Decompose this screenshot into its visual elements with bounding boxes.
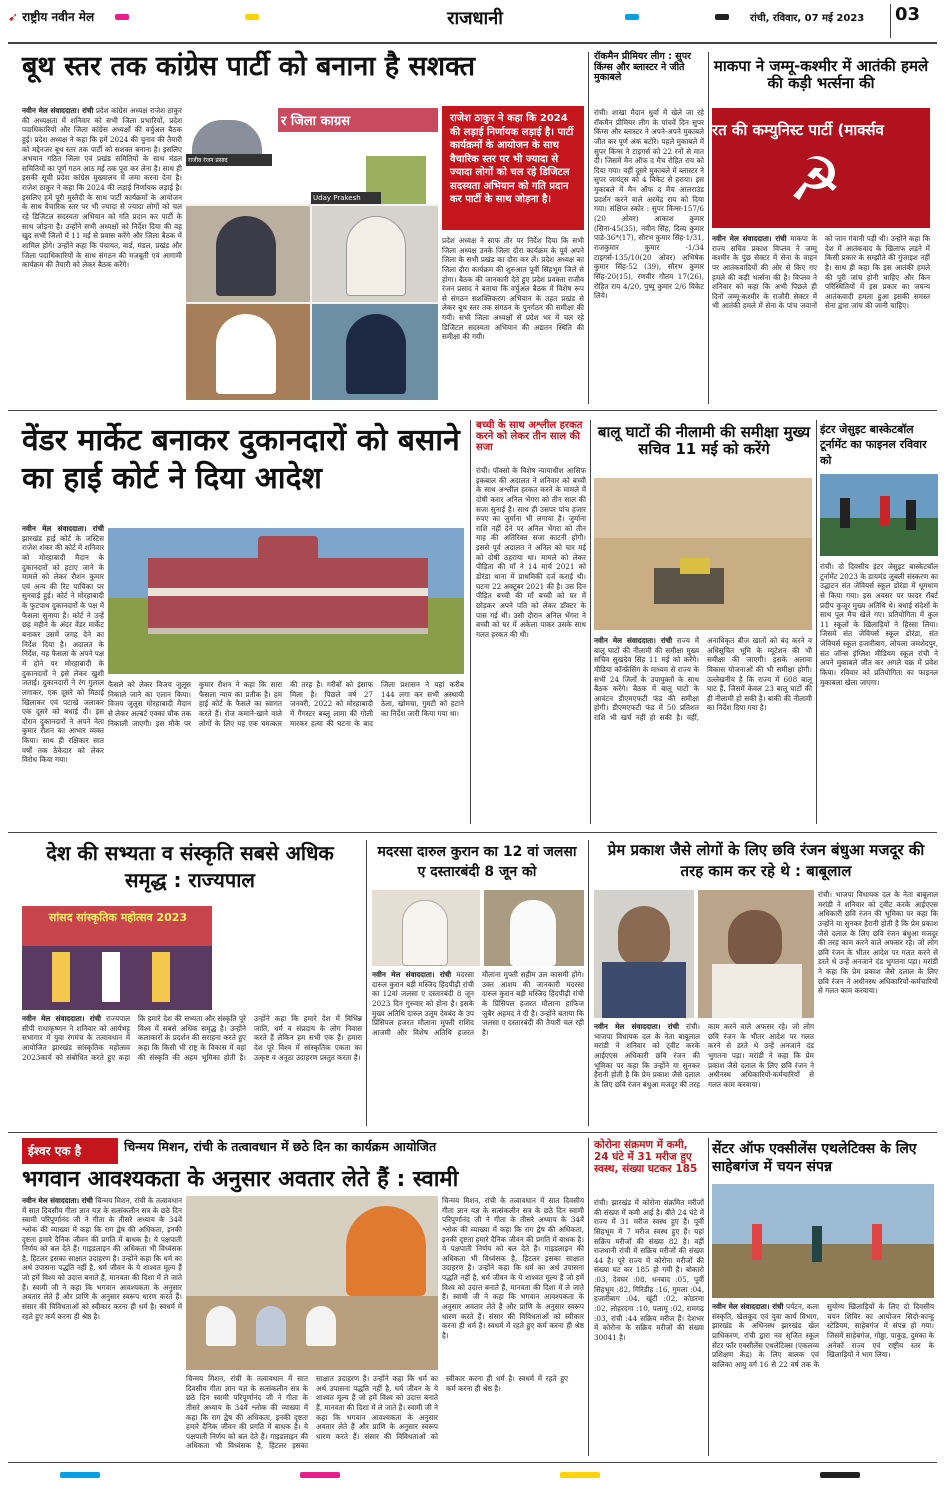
color-bar-icon: [115, 14, 129, 20]
story10-body: [594, 1022, 814, 1126]
story9-text: मदरसा दारुल कुरान बड़ी मस्जिद हिंदपीढ़ी रांची का 12वां जलसा ए दस्तारबंदी 8 जून 2023 दिन गुरुवार को होना है। इसके मुख्य अतिथि दारुल उलूम देवबंद के उप प्रिंसिपल हजरत मौलाना मुफ्ती राशिद आजमी और विशेष अतिथि हजरत मौलाना मुफ्ती सहीम उल कासमी होंगे। उक्त आशय की जानकारी मदरसा दारुल कुरान बड़ी मस्जिद हिंदपीढ़ी रांची के प्रिंसिपल हजरत मौलाना हाफिज जुबैर अहमद ने दी है। उन्होंने बताया कि जलसा ए दस्तारबंदी की तैयारी चल रही है।: [372, 970, 584, 1037]
story6-headline: बालू घाटों की नीलामी की समीक्षा मुख्य सचिव 11 मई को करेंगे: [597, 423, 811, 458]
story9-byline: नवीन मेल संवाददाता। रांची: [372, 970, 452, 979]
story11-byline: नवीन मेल संवाददाता। रांची: [22, 1196, 93, 1205]
story13-byline: नवीन मेल संवाददाता। रांची: [712, 1302, 784, 1311]
section-title: राजधानी: [447, 8, 503, 29]
color-bar-icon: [300, 1472, 340, 1478]
story11-gathering-photo: [186, 1196, 438, 1370]
story12-body: रांची। झारखंड में कोरोना संक्रमित मरीजों की संख्या में कमी आई है। बीते 24 घंटे में राज्य में 31 मरीज स्वस्थ हुए हैं। पूर्वी सिंहभूम में 7 मरीज स्वस्थ हुए हैं। यहां सक्रिय मरीजों की संख्या 82 है। वहीं राजधानी रांची में सक्रिय मरीजों की संख्या 44 है। पूरे राज्य में कोरोना मरीजों की संख्या घट कर 185 हो गयी है। बोकारो :03, देवघर :08, धनबाद :05, पूर्वी सिंहभूम :82, गिरिडीह :16, गुमला :04, हजारीबाग :04, खूंटी :02, कोडरमा :02, लोहरदगा :10, पलामू :02, रामगढ़ :03, रांची :44 सक्रिय मरीज हैं। देशभर में कोरोना के सक्रिय मरीजों की संख्या 30041 है।: [594, 1198, 704, 1342]
story6-body: [594, 636, 812, 824]
story4-body: [22, 524, 104, 824]
masthead-logo: [8, 8, 94, 25]
story9-body: [372, 970, 584, 1126]
story3-text: माकपा के राज्य सचिव प्रकाश विप्लव ने जम्मू कश्मीर के पुंछ सेक्टर में सेना के वाहन पर आतंकवादियों की ओर से किए गए हमले की कड़ी भर्त्सना की है। विप्लव ने शनिवार को कहा कि अभी पिछले ही दिनों जम्मू-कश्मीर के राजौरी सेक्टर में भी आतंकी हमले में सेना के पांच जवानों को जान गंवानी पड़ी थी। उन्होंने कहा कि देश में आतंकवाद के खिलाफ लड़ने में किसी प्रकार के सम्झौते की गुंजाइश नहीं है। साथ ही कहा कि इस आतंकी हमले की पूरी जांच होनी चाहिए और किन परिस्थितियों में इस प्रकार का जघन्य आतंकवादी हमला हुआ इसकी समस्त सेना द्वारा जांच की जानी चाहिए।: [712, 234, 930, 311]
story8-text: राज्यपाल सीपी राधाकृष्णन ने शनिवार को आर्यभट्ट सभागार में युवा रंगमंच के तत्वावधान में आयोजित झारखंड सांस्कृतिक महोत्सव 2023कार्य को संबोधित करते हुए कहा कि हमारे देश की सभ्यता और संस्कृति पूरे विश्व में सबसे अधिक समृद्ध है। उन्होंने कलाकारों के प्रदर्शन की सराहना करते हुए कहा कि किसी भी राष्ट्र के विकास में वहां की संस्कृति की अहम भूमिका होती है। उन्होंने कहा कि हमारे देश में विभिन्न जाति, धर्म व संप्रदाय के लोग निवास करते हैं लेकिन हम सभी एक हैं। हमारा देश पूरे विश्व में सांस्कृतिक एकता का उत्कृष्ट व अनूठा उदाहरण प्रस्तुत करता है।: [22, 1014, 362, 1062]
story13-athletics-photo: [712, 1184, 934, 1298]
story1-screen-name1: राजीव रंजन प्रसाद: [186, 154, 272, 166]
story8-body: [22, 1014, 362, 1126]
story1-headline: बूथ स्तर तक कांग्रेस पार्टी को बनाना है सशक्त: [22, 51, 475, 82]
story13-body: [712, 1302, 934, 1456]
story10-text: रांची। भाजपा विधायक दल के नेता बाबूलाल मरांडी ने शनिवार को ट्वीट करके आईएएस अधिकारी छवि रंजन की भूमिका पर कहा कि उन्होंने या सुनकर हैरानी होती है कि प्रेम प्रकाश जैसे दलाल के लिए छवि रंजन बंधुआ मजदूर की तरह काम करने वाले अफसर रहे। जो लोग छवि रंजन के भीतर आदेश पर गलत करने से डरते थे उन्हें अनजाने दंड भुगतना पड़ा। मरांडी ने कहा कि प्रेम प्रकाश जैसे दलाल के लिए छवि रंजन ने अधीनस्थ अधिकारियों-कर्मचारियों से गलत काम करवाया।: [594, 1022, 814, 1089]
hammer-sickle-icon: ☭: [788, 145, 842, 215]
story6-text: राज्य में बालू घाटों की नीलामी की समीक्षा मुख्य सचिव सुखदेव सिंह 11 मई को करेंगे। मीडिया कॉन्फ्रेंसिंग के माध्यम से राज्य के सभी 24 जिलों के उपायुक्तों के साथ बैठक करेंगे। बैठक में बालू घाटों के आवंटन डीएमएफटी फंड की समीक्षा होगी। डीएमएफटी फंड में 50 प्रतिशत राशि भी खर्च नहीं हो सकी है। वहीं, अनाधिकृत बीज खातों को बंद करने व अधिसूचित भूमि के म्यूटेशन की भी समीक्षा की जाएगी। इसके अलावा विकास योजनाओं की भी समीक्षा होगी। उल्लेखनीय है कि राज्य में 608 बालू घाट हैं, जिसमें केवल 23 बालू घाटों की ही नीलामी हो सकी है। बाकी की नीलामी का निर्देश दिया गया है।: [594, 636, 812, 723]
story13-headline: सेंटर ऑफ एक्सीलेंस एथलेटिक्स के लिए साहेबगंज में चयन संपन्न: [712, 1141, 917, 1176]
story10-headline: प्रेम प्रकाश जैसे लोगों के लिए छवि रंजन बंधुआ मजदूर की तरह काम कर रहे थे : बाबूलाल: [607, 841, 925, 880]
story4-headline: वेंडर मार्केट बनाकर दुकानदारों को बसाने का हाई कोर्ट ने दिया आदेश: [22, 423, 460, 496]
story3-body: [712, 234, 930, 404]
story11-subhead: चिन्मय मिशन, रांची के तत्वावधान में छठे दिन का कार्यक्रम आयोजित: [124, 1139, 437, 1154]
story10-body2: [818, 890, 938, 1126]
story8-banner-text: सांसद सांस्कृतिक महोत्सव 2023: [48, 911, 188, 924]
story3-headline: माकपा ने जम्मू-कश्मीर में आतंकी हमले की कड़ी भर्त्सना की: [713, 57, 929, 92]
story2-body: रांची। शाखा मैदान धुर्वा में खेले जा रहे रॉकमैन प्रीमियर लीग के पांचवें दिन सुपर किंग्स और ब्लास्टर ने अपने-अपने मुकाबले जीत कर पूर्ण अंक बटोरे। पहले मुकाबले में सुपर किंग्स ने टाइगर्स को 22 रनों से मात दी। जिसमें मैन ऑफ द मैच रोहित राय को दिया गया। वहीं दूसरे मुकाबले में ब्लास्टर ने सुपर जायंट्स को 4 विकेट से हराया। इस मुकाबले में मैन ऑफ द मैच आलराउंड प्रदर्शन करने वाले अरमेंद्र राय को दिया गया। संक्षिप्त स्कोर : सुपर किंग्स-157/6 (20 ओवर) आकाश कुमार (सिना-45(35), नवीन सिंह, दिव्य कुमार पाडे-36*(17), सौरभ कुमार सिंह-1/31, राजकुमार कुमार -1/34 टाइगर्स-135/10(20 ओवर) अभिषेक कुमार सिंह-52 (39), सौरभ कुमार सिंह-20(15), रणवीर गौतम 17(26), रोहित राय 4/20, पुष्पू कुमार 2/6 विकेट लिये।: [594, 108, 704, 301]
bird-icon: ➹: [8, 10, 19, 24]
story1-byline: नवीन मेल संवाददाता। रांची: [22, 106, 94, 115]
color-bar-icon: [625, 14, 639, 20]
page-number: 03: [895, 4, 921, 25]
story8-festival-photo: [22, 906, 212, 1010]
story3-banner-photo: [712, 108, 930, 228]
story4-byline: नवीन मेल संवाददाता। रांची: [22, 524, 104, 533]
story7-basketball-photo: [820, 474, 938, 556]
story3-byline: नवीन मेल संवाददाता। रांची: [712, 234, 787, 243]
story8-byline: नवीन मेल संवाददाता। रांची: [22, 1014, 102, 1023]
story2-headline: रॉकमैन प्रीमियर लीग : सुपर किंग्स और ब्लास्टर ने जीते मुकाबले: [594, 51, 691, 84]
story4-text: झारखंड हाई कोर्ट के जस्टिस राजेश शंकर की कोर्ट में शनिवार को मोरहाबादी मैदान के दुकानदारों को हटाए जाने के मामले को लेकर रौशन कुमार एवं अन्य की रिट याचिका पर सुनवाई हुई। कोर्ट ने मोरहाबादी के फुटपाथ दुकानदारों के पक्ष में फैसला सुनाया है। कोर्ट ने उन्हें छह महीने के अंदर वेंडर मार्केट बनाकर उसमें जगह देने का निर्देश दिया है। अदालत के निर्देश, यह फैसला के अपने पक्ष में होने पर मोरहाबादी के दुकानदारों ने इसे लेकर खुशी जताई। दुकानदारों ने रंग गुलाल लगाकर, एक दूसरे को मिठाई खिलाकर एवं पटाखे जलाकर एक दूसरे को बधाई दी। इस दौरान दुकानदारों ने अपने नेता कुमार रौशन का आभार व्यक्त किया। साथ ही रक्षिकार सात वर्षों तक ठेकेदार को लेकर विरोध किया गया।: [22, 533, 105, 765]
story7-body: रांची। दो दिवसीय इंटर जेसुइट बास्केटबॉल टूर्नामेंट 2023 के डायमंड जुबली संस्करण का उद्घाटन संत जेवियर्स स्कूल डोरंडा में धूमधाम से किया गया। इस अवसर पर फादर रॉबर्ट प्रदीप कुजूर मुख्य अतिथि थे। बधाई संदेशों के साथ पूल मैच खेले गए। प्रतियोगिता में कुल 11 स्कूलों के खिलाड़ियों ने हिस्सा लिया। जिसमें संत जेवियर्स स्कूल डोरंडा, संत जेवियर्स स्कूल हजारीबाग, लोयला जमशेदपुर, संत जॉन्स इंग्लिश मीडियम स्कूल रांची ने अपने मुकाबले जीत कर अगले चक्र में प्रवेश किया। रविवार को प्रतियोगिता का फाइनल मुकाबला खेला जाएगा।: [820, 562, 938, 687]
story3-banner-text: रत की कम्युनिस्ट पार्टी (मार्क्सव: [712, 121, 884, 139]
dateline: रांची, रविवार, 07 मई 2023: [750, 13, 865, 24]
story6-sand-mine-photo: [594, 478, 812, 630]
color-bar-icon: [820, 1472, 860, 1478]
story10-portrait-photo-1: [594, 890, 694, 1018]
story1-screen-name2: Uday Prakesh: [311, 192, 381, 204]
color-bar-icon: [560, 1472, 600, 1478]
story6-byline: नवीन मेल संवाददाता। रांची: [594, 636, 673, 645]
story1-body: [22, 106, 182, 402]
story11-headline: भगवान आवश्यकता के अनुसार अवतार लेते हैं : स्वामी: [22, 1167, 459, 1192]
color-bar-icon: [245, 14, 259, 20]
story11-body: [22, 1196, 182, 1456]
story11-body2: चिन्मय मिशन, रांची के तत्वावधान में सात दिवसीय गीता ज्ञान यज्ञ के सत्संकलीन सत्र के छठे दिन स्वामी परिपूर्णानंद जी ने गीता के तीसरे अध्याय के 34वें श्लोक की व्याख्या में कहा कि राग द्वेष की अधिकता, इनकी दृष्टता हमारे दैनिक जीवन की प्रगति में बाधक है। ये पक्षपाती निर्णय को बल देते हैं। गाइडलाइन की अधिकता भी विध्वंसक है, हिटलर इसका साक्षात उदाहरण है। उन्होंने कहा कि धर्म का अर्थ उपासना पद्धति नहीं है, धर्म जीवन के ये शाश्वत मूल्य हैं जो हमें विश्व को उदात्त बनाते हैं, मानवता की दिशा में ले जाते हैं। स्वामी जी ने कहा कि भगवान आवश्यकता के अनुसार अवतार लेते हैं और प्राणि के अनुसार स्वरूप धारण करते हैं। संसार की विविधताओं को स्वीकार करना ही धर्म है। स्वधर्म में रहते हुए कर्म करना ही श्रेष्ठ है।: [186, 1374, 568, 1451]
story4-body2: फैसले को लेकर विजय जुलूस निकाले जाने का एलान किया। विजय जुलूस मोरहाबादी मैदान से लेकर अल्बर्ट एक्का चौक तक निकाली जाएगी। इस मौके पर कुमार रौशन ने कहा कि सारा फैसला न्याय का प्रतीक है। हम हाई कोर्ट के फैसले का स्वागत करते हैं। रोज कमाने-खाने वाले लोगों के लिए यह एक चमत्कार की तरह है। गरीबों को इंसाफ मिला है। पिछले वर्ष 27 जनवरी, 2022 को मोरहाबादी में गैंगस्टर बब्लू लामा की गोली मारकर हत्या की घटना के बाद जिला प्रशासन ने यहां करीब 144 लगा कर सभी अस्थायी ठेला, खोमचा, गुमटी को हटाने का निर्देश जारी किया गया था।: [108, 680, 464, 728]
story1-body2: प्रदेश अध्यक्ष ने साफ तौर पर निर्देश दिया कि सभी जिला अध्यक्ष उनके जिला दौरा कार्यक्रम के पूर्व अपने जिला के सभी प्रखंड का दौरा कर लें। प्रदेश अध्यक्ष का जिला दौरा कार्यक्रम की शुरुआत पूर्वी सिंहभूम जिले से होगा। बैठक की जानकारी देते हुए प्रदेश प्रवक्ता राजीव रंजन प्रसाद ने बताया कि वर्चुअल बैठक में विशेष रूप से संगठन सशक्तिकरण अभियान के तहत प्रखंड से लेकर बूथ स्तर तक संगठन के पुनर्गठन की समीक्षा की गयी। सभी जिला अध्यक्षों से प्रदेश भर में चल रहे डिजिटल सदस्यता अभियान की अद्यतन स्थिति की समीक्षा की गयी।: [442, 236, 584, 342]
story5-body: रांची। पॉक्सो के विशेष न्यायाधीश आसिफ इकबाल की अदालत ने शनिवार को बच्ची के साथ अश्लील हरकत करने के मामले में दोषी करार अनिल भेंगरा को तीन साल की सजा सुनाई है। साथ ही उसपर पांच हजार रुपए का जुर्माना भी लगाया है। जुर्माना राशि नहीं देने पर अनिल भेंगरा को तीन माह की अतिरिक्त सजा काटनी होगी। इससे पूर्व अदालत ने अनिल को चार मई को दोषी ठहराया था। मामले को लेकर पीड़िता की माँ ने 14 मार्च 2021 को डोरंडा थाना में प्राथमिकी दर्ज कराई थी। घटना 22 अक्टूबर 2021 की है। उस दिन पीड़ित बच्ची की माँ बच्ची को घर में छोड़कर अपने पति को लेकर डॉक्टर के पास गई थी। उसी दौरान अनिल भेंगरा ने बच्ची को घर में अकेला पाकर उसके साथ गलत हरकत की थी।: [476, 466, 586, 639]
story10-portrait-photo-2: [698, 890, 814, 1018]
story8-headline: देश की सभ्यता व संस्कृति सबसे अधिक समृद्ध : राज्यपाल: [46, 841, 334, 892]
story13-text: पर्यटन, कला संस्कृति, खेलकूद एवं युवा कार्य विभाग, झारखंड के अधिनस्थ झारखंड खेल प्राधिकरण, रांची द्वारा नव सृजित स्कूल सेंटर फॉर एक्सीलेंस एथलेटिक्स (एकलव्य प्रशिक्षण केंद्र) के लिए बालक एवं बालिका आयु वर्ग 16 से 22 वर्ष तक के सुयोग्य खिलाड़ियों के लिए दो दिवसीय चयन शिविर का आयोजन सिदो-कान्हु स्टेडियम, साहेबगंज में संपन्न हो गया। जिसमें साहेबगंज, गोड्डा, पाकुड़, दुमका के अनेकों राज्य एवं राष्ट्रीय स्तर के खिलाड़ियों ने भाग लिया।: [712, 1302, 934, 1369]
story1-video-grid-photo: [186, 106, 438, 400]
story9-headline: मदरसा दारुल कुरान का 12 वां जलसा ए दस्तारबंदी 8 जून को: [377, 844, 577, 881]
story11-text: चिन्मय मिशन, रांची के तत्वावधान में सात दिवसीय गीता ज्ञान यज्ञ के सत्संकलीन सत्र के छठे दिन स्वामी परिपूर्णानंद जी ने गीता के तीसरे अध्याय के 34वें श्लोक की व्याख्या में कहा कि राग द्वेष की अधिकता, इनकी दृष्टता हमारे दैनिक जीवन की प्रगति में बाधक है। ये पक्षपाती निर्णय को बल देते हैं। गाइडलाइन की अधिकता भी विध्वंसक है, हिटलर इसका साक्षात उदाहरण है। उन्होंने कहा कि धर्म का अर्थ उपासना पद्धति नहीं है, धर्म जीवन के ये शाश्वत मूल्य हैं जो हमें विश्व को उदात्त बनाते हैं, मानवता की दिशा में ले जाते हैं। स्वामी जी ने कहा कि भगवान आवश्यकता के अनुसार अवतार लेते हैं और प्राणि के अनुसार स्वरूप धारण करते हैं। संसार की विविधताओं को स्वीकार करना ही धर्म है। स्वधर्म में रहते हुए कर्म करना ही श्रेष्ठ है।: [22, 1196, 182, 1321]
story11-body3: चिन्मय मिशन, रांची के तत्वावधान में सात दिवसीय गीता ज्ञान यज्ञ के सत्संकलीन सत्र के छठे दिन स्वामी परिपूर्णानंद जी ने गीता के तीसरे अध्याय के 34वें श्लोक की व्याख्या में कहा कि राग द्वेष की अधिकता, इनकी दृष्टता हमारे दैनिक जीवन की प्रगति में बाधक है। ये पक्षपाती निर्णय को बल देते हैं। गाइडलाइन की अधिकता भी विध्वंसक है, हिटलर इसका साक्षात उदाहरण है। उन्होंने कहा कि धर्म का अर्थ उपासना पद्धति नहीं है, धर्म जीवन के ये शाश्वत मूल्य हैं जो हमें विश्व को उदात्त बनाते हैं, मानवता की दिशा में ले जाते हैं। स्वामी जी ने कहा कि भगवान आवश्यकता के अनुसार अवतार लेते हैं और प्राणि के अनुसार स्वरूप धारण करते हैं। संसार की विविधताओं को स्वीकार करना ही धर्म है। स्वधर्म में रहते हुए कर्म करना ही श्रेष्ठ है।: [442, 1196, 584, 1340]
story9-madrasa-photo-2: [484, 890, 584, 966]
color-bar-icon: [60, 1472, 100, 1478]
story1-text: प्रदेश कांग्रेस अध्यक्ष राजेश ठाकुर की अध्यक्षता में शनिवार को सभी जिला प्रभारियों, प्रदेश पदाधिकारियों और जिला कांग्रेस अध्यक्षों की वर्चुअल बैठक हुई। प्रदेश अध्यक्ष ने कहा कि हमें 2024 की चुनाव की तैयारी को मद्देनजर बूथ स्तर तक पार्टी को सशक्त बनाना है। इसलिए अभयान गठित जिला एवं प्रखंड समितियों के साथ मंडल समितियों का पूर्ण गठन आठ मई तक पूरा कर लेना है। साथ ही इसकी सूची प्रदेश कांग्रेस मुख्यालय में जमा करना देना है। राजेश ठाकुर ने कहा कि 2024 की लड़ाई निर्णायक लड़ाई है। इसलिए हमें पूरी मुस्तैदी के साथ पार्टी कार्यक्रमों के आयोजन के साथ वैचारिक स्तर पर भी ज्यादा से ज्यादा लोगों को चल रहे डिजिटल सदस्यता अभियान को गति प्रदान कर पार्टी के साथ जोड़ना है। उन्होंने सभी अध्यक्षों को निर्देश दिया की वह खुद सभी जिलों में 11 मई से प्रवास करेंगे और जिला बैठक में शामिल होंगे। उन्होंने कहा कि पंचायत, वार्ड, मंडल, प्रखंड और जिला पदाधिकारियों के साथ संगठन की मजबूती एवं आगामी कार्यक्रम की तैयारी को लेकर बैठक करेंगे।: [22, 106, 182, 270]
story1-pull-quote: राजेश ठाकुर ने कहा कि 2024 की लड़ाई निर्णायक लड़ाई है। पार्टी कार्यक्रमों के आयोजन के साथ वैचारिक स्तर पर भी ज्यादा से ज्यादा लोगों को चल रहे डिजिटल सदस्यता अभियान को गति प्रदान कर पार्टी के साथ जोड़ना है।: [442, 106, 584, 230]
story1-screen-banner: र जिला काग्रस: [278, 108, 438, 132]
color-bar-icon: [715, 14, 729, 20]
story7-headline: इंटर जेसुइट बास्केटबॉल टूर्नामेंट का फाइनल रविवार को: [820, 423, 927, 467]
story12-headline: कोरोना संक्रमण में कमी, 24 घंटे में 31 मरीज हुए स्वस्थ, संख्या घटकर 185: [594, 1139, 698, 1175]
story10-text-continued: रांची। भाजपा विधायक दल के नेता बाबूलाल मरांडी ने शनिवार को ट्वीट करके आईएएस अधिकारी छवि रंजन की भूमिका पर कहा कि उन्होंने या सुनकर हैरानी होती है कि प्रेम प्रकाश जैसे दलाल के लिए छवि रंजन बंधुआ मजदूर की तरह काम करने वाले अफसर रहे। जो लोग छवि रंजन के भीतर आदेश पर गलत करने से डरते थे उन्हें अनजाने दंड भुगतना पड़ा। मरांडी ने कहा कि प्रेम प्रकाश जैसे दलाल के लिए छवि रंजन ने अधीनस्थ अधिकारियों-कर्मचारियों से गलत काम करवाया।: [818, 890, 938, 996]
story4-court-building-photo: [108, 528, 464, 674]
story10-byline: नवीन मेल संवाददाता। रांची: [594, 1022, 679, 1031]
story5-headline: बच्ची के साथ अश्लील हरकत करने को लेकर तीन साल की सजा: [476, 420, 583, 454]
logo-text: राष्ट्रीय नवीन मेल: [22, 10, 95, 24]
story11-kicker: ईश्वर एक है: [22, 1138, 118, 1164]
story9-madrasa-photo-1: [372, 890, 480, 966]
